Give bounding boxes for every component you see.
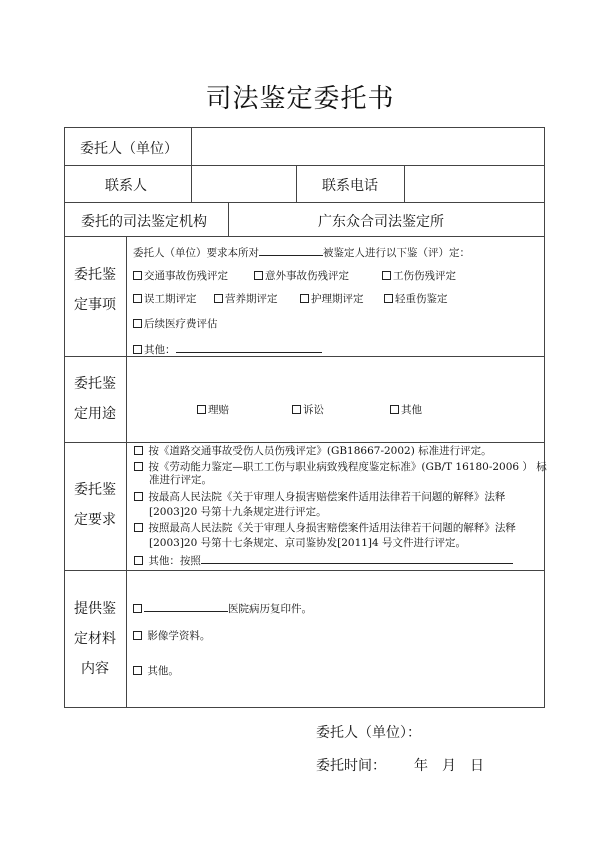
- requirement-text: 按《道路交通事故受伤人员伤残评定》(GB18667-2002) 标准进行评定。: [148, 445, 492, 457]
- materials-label-line: 定材料: [74, 631, 116, 647]
- checkbox-icon[interactable]: [254, 271, 263, 280]
- option-label: 意外事故伤残评定: [265, 270, 349, 282]
- table-divider: [64, 202, 545, 203]
- other-checkbox[interactable]: [133, 342, 322, 357]
- option-label: 后续医疗费评估: [144, 318, 218, 330]
- option-label: 其他：: [144, 344, 176, 356]
- subject-input[interactable]: [259, 245, 323, 256]
- table-divider: [191, 165, 192, 203]
- checkbox-icon[interactable]: [384, 294, 393, 303]
- option-label: 工伤伤残评定: [393, 270, 456, 282]
- table-divider: [64, 165, 545, 166]
- day-label: 日: [470, 758, 484, 774]
- table-divider: [126, 236, 127, 708]
- checkbox-icon[interactable]: [134, 446, 143, 455]
- checkbox-icon[interactable]: [134, 462, 143, 471]
- table-divider: [404, 165, 405, 203]
- checkbox-icon[interactable]: [133, 666, 142, 675]
- option-checkbox[interactable]: [133, 318, 218, 331]
- material-text: 影像学资料。: [147, 630, 211, 642]
- requirement-text: [2003]20 号第十七条规定、京司鉴协发[2011]4 号文件进行评定。: [149, 537, 467, 549]
- requirement-item[interactable]: [134, 491, 505, 504]
- checkbox-icon[interactable]: [133, 319, 142, 328]
- requirements-label-line: 定要求: [74, 512, 116, 528]
- client-signature-label: 委托人（单位）：: [316, 725, 421, 741]
- option-label: 诉讼: [303, 404, 324, 416]
- hospital-input[interactable]: [144, 601, 228, 612]
- checkbox-icon[interactable]: [300, 294, 309, 303]
- table-divider: [64, 570, 545, 571]
- requirement-text: [2003]20 号第十九条规定进行评定。: [149, 506, 327, 518]
- requirement-text: 其他：按照: [148, 555, 201, 567]
- requirement-text: 按最高人民法院《关于审理人身损害赔偿案件适用法律若干问题的解释》法释: [148, 491, 506, 503]
- checkbox-icon[interactable]: [133, 604, 142, 613]
- other-basis-input[interactable]: [201, 553, 513, 564]
- year-label: 年: [414, 758, 428, 774]
- checkbox-icon[interactable]: [133, 345, 142, 354]
- table-divider: [228, 202, 229, 237]
- client-label: 委托人（单位）: [80, 141, 178, 157]
- purpose-checkbox[interactable]: [390, 404, 422, 417]
- requirements-label-line: 委托鉴: [74, 482, 116, 498]
- table-border-bottom: [64, 707, 545, 708]
- checkbox-icon[interactable]: [390, 405, 399, 414]
- checkbox-icon[interactable]: [382, 271, 391, 280]
- requirement-item[interactable]: [134, 553, 513, 568]
- checkbox-icon[interactable]: [134, 492, 143, 501]
- checkbox-icon[interactable]: [133, 294, 142, 303]
- checkbox-icon[interactable]: [292, 405, 301, 414]
- requirement-text: 按照最高人民法院《关于审理人身损害赔偿案件适用法律若干问题的解释》法释: [148, 522, 516, 534]
- materials-label-line: 内容: [81, 661, 109, 677]
- option-checkbox[interactable]: [133, 270, 228, 283]
- intro-prefix: 委托人（单位）要求本所对: [133, 247, 259, 259]
- agency-label: 委托的司法鉴定机构: [81, 214, 207, 230]
- requirement-item[interactable]: [134, 522, 516, 535]
- material-item[interactable]: [133, 665, 179, 678]
- requirement-text: 按《劳动能力鉴定—职工工伤与职业病致残程度鉴定标准》(GB/T 16180-2006 ） 标: [148, 461, 547, 473]
- purpose-label-line: 委托鉴: [74, 376, 116, 392]
- other-input[interactable]: [176, 342, 322, 353]
- option-label: 理赔: [208, 404, 229, 416]
- option-checkbox[interactable]: [133, 293, 197, 306]
- checkbox-icon[interactable]: [134, 523, 143, 532]
- requirement-item[interactable]: [134, 461, 547, 474]
- option-checkbox[interactable]: [382, 270, 456, 283]
- checkbox-icon[interactable]: [214, 294, 223, 303]
- checkbox-icon[interactable]: [197, 405, 206, 414]
- option-label: 营养期评定: [225, 293, 278, 305]
- items-intro: [133, 245, 470, 260]
- option-checkbox[interactable]: [384, 293, 448, 306]
- page-title: 司法鉴定委托书: [205, 84, 395, 114]
- date-label: 委托时间：: [316, 758, 386, 774]
- option-label: 轻重伤鉴定: [395, 293, 448, 305]
- option-label: 误工期评定: [144, 293, 197, 305]
- requirement-text: 准进行评定。: [149, 474, 212, 486]
- option-checkbox[interactable]: [300, 293, 364, 306]
- table-divider: [296, 165, 297, 203]
- materials-label: [64, 594, 126, 684]
- contact-label: 联系人: [105, 178, 147, 194]
- purpose-label: [64, 369, 126, 429]
- requirement-item[interactable]: [134, 445, 492, 458]
- table-divider: [64, 442, 545, 443]
- date-row: [316, 755, 484, 775]
- checkbox-icon[interactable]: [133, 631, 142, 640]
- table-divider: [64, 236, 545, 237]
- entrustment-form: [64, 127, 545, 708]
- purpose-checkbox[interactable]: [197, 404, 229, 417]
- phone-label: 联系电话: [322, 178, 378, 194]
- month-label: 月: [442, 758, 456, 774]
- requirements-label: [64, 475, 126, 535]
- items-label-line: 委托鉴: [74, 267, 116, 283]
- purpose-checkbox[interactable]: [292, 404, 324, 417]
- option-label: 其他: [401, 404, 422, 416]
- table-border-right: [544, 127, 545, 708]
- option-checkbox[interactable]: [254, 270, 349, 283]
- agency-value: 广东众合司法鉴定所: [318, 214, 444, 230]
- materials-label-line: 提供鉴: [74, 601, 116, 617]
- items-label: [64, 260, 126, 320]
- checkbox-icon[interactable]: [134, 556, 143, 565]
- material-text: 医院病历复印件。: [228, 603, 312, 615]
- table-border-top: [64, 127, 545, 128]
- material-item[interactable]: [133, 630, 210, 643]
- table-divider: [191, 127, 192, 166]
- option-label: 护理期评定: [311, 293, 364, 305]
- option-label: 交通事故伤残评定: [144, 270, 228, 282]
- checkbox-icon[interactable]: [133, 271, 142, 280]
- option-checkbox[interactable]: [214, 293, 278, 306]
- purpose-label-line: 定用途: [74, 406, 116, 422]
- material-item[interactable]: [133, 601, 312, 616]
- material-text: 其他。: [147, 665, 179, 677]
- intro-suffix: 被鉴定人进行以下鉴（评）定：: [323, 247, 470, 259]
- items-label-line: 定事项: [74, 297, 116, 313]
